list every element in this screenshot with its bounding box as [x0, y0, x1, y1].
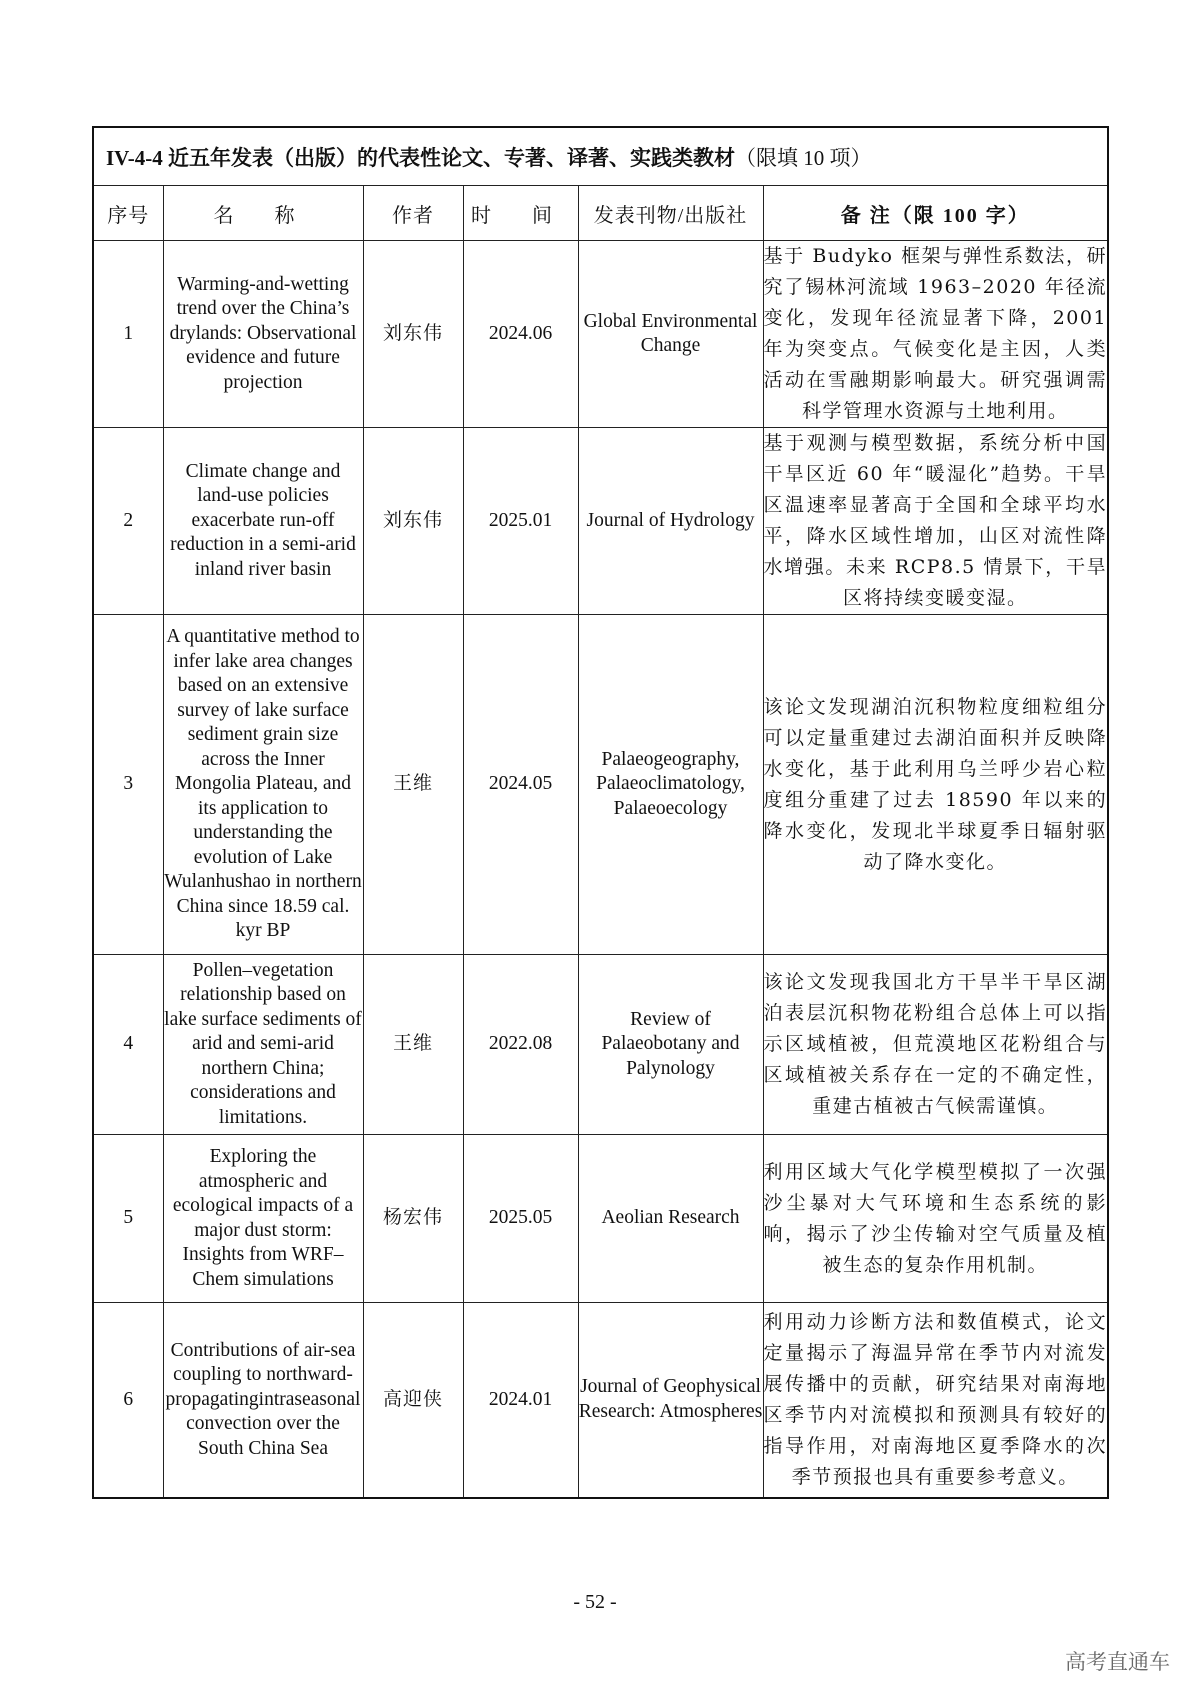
row-notes: 该论文发现湖泊沉积物粒度细粒组分可以定量重建过去湖泊面积并反映降水变化，基于此利用乌兰呼少岩心粒度组分重建了过去 18590 年以来的降水变化，发现北半球夏季日辐射驱动了降水变化。 — [763, 615, 1108, 955]
row-venue: Journal of Geophysical Research: Atmospheres — [578, 1303, 763, 1498]
header-author: 作者 — [363, 186, 463, 241]
row-venue: Review of Palaeobotany and Palynology — [578, 955, 763, 1135]
row-index: 6 — [93, 1303, 163, 1498]
row-index: 4 — [93, 955, 163, 1135]
table-row — [93, 241, 1108, 428]
section-limit-note: （限填 10 项） — [735, 145, 872, 170]
row-venue: Global Environmental Change — [578, 241, 763, 428]
row-venue: Palaeogeography, Palaeoclimatology, Palaeoecology — [578, 615, 763, 955]
header-notes: 备 注（限 100 字） — [763, 186, 1108, 241]
row-time: 2024.06 — [463, 241, 578, 428]
header-time: 时 间 — [463, 186, 578, 241]
row-paper-title: Exploring the atmospheric and ecological impacts of a major dust storm: Insights from WRF–Chem simulations — [163, 1135, 363, 1303]
header-index: 序号 — [93, 186, 163, 241]
row-notes: 基于 Budyko 框架与弹性系数法，研究了锡林河流域 1963–2020 年径流变化，发现年径流显著下降，2001 年为突变点。气候变化是主因，人类活动在雪融期影响最大。研究强调需科学管理水资源与土地利用。 — [763, 241, 1108, 428]
row-paper-title: Pollen–vegetation relationship based on lake surface sediments of arid and semi-arid northern China; considerations and limitations. — [163, 955, 363, 1135]
row-time: 2024.05 — [463, 615, 578, 955]
row-paper-title: Contributions of air-sea coupling to northward-propagatingintraseasonal convection over the South China Sea — [163, 1303, 363, 1498]
section-code: IV-4-4 — [106, 145, 163, 170]
row-time: 2022.08 — [463, 955, 578, 1135]
row-notes: 利用动力诊断方法和数值模式，论文定量揭示了海温异常在季节内对流发展传播中的贡献，研究结果对南海地区季节内对流模拟和预测具有较好的指导作用，对南海地区夏季降水的次季节预报也具有重要参考意义。 — [763, 1303, 1108, 1498]
row-paper-title: Climate change and land-use policies exacerbate run-off reduction in a semi-arid inland river basin — [163, 428, 363, 615]
header-venue: 发表刊物/出版社 — [578, 186, 763, 241]
watermark: 高考直通车 — [1065, 1650, 1170, 1674]
row-paper-title: A quantitative method to infer lake area changes based on an extensive survey of lake surface sediment grain size across the Inner Mongolia Plateau, and its application to understanding the evolution of Lake Wulanhushao in northern China since 18.59 cal. kyr BP — [163, 615, 363, 955]
row-author: 王维 — [363, 615, 463, 955]
row-notes: 基于观测与模型数据，系统分析中国干旱区近 60 年“暖湿化”趋势。干旱区温速率显著高于全国和全球平均水平，降水区域性增加，山区对流性降水增强。未来 RCP8.5 情景下，干旱区将持续变暖变湿。 — [763, 428, 1108, 615]
table-row — [93, 955, 1108, 1135]
row-index: 2 — [93, 428, 163, 615]
table-row — [93, 1303, 1108, 1498]
row-notes: 该论文发现我国北方干旱半干旱区湖泊表层沉积物花粉组合总体上可以指示区域植被，但荒漠地区花粉组合与区域植被关系存在一定的不确定性，重建古植被古气候需谨慎。 — [763, 955, 1108, 1135]
header-name: 名 称 — [163, 186, 363, 241]
row-index: 3 — [93, 615, 163, 955]
row-time: 2025.05 — [463, 1135, 578, 1303]
page-number: - 52 - — [573, 1591, 617, 1613]
row-venue: Aeolian Research — [578, 1135, 763, 1303]
row-index: 1 — [93, 241, 163, 428]
row-author: 刘东伟 — [363, 428, 463, 615]
row-index: 5 — [93, 1135, 163, 1303]
section-title: 近五年发表（出版）的代表性论文、专著、译著、实践类教材 — [168, 145, 736, 170]
row-time: 2024.01 — [463, 1303, 578, 1498]
row-author: 杨宏伟 — [363, 1135, 463, 1303]
row-notes: 利用区域大气化学模型模拟了一次强沙尘暴对大气环境和生态系统的影响，揭示了沙尘传输对空气质量及植被生态的复杂作用机制。 — [763, 1135, 1108, 1303]
header-row — [93, 186, 1108, 241]
row-author: 刘东伟 — [363, 241, 463, 428]
table-title — [93, 127, 1108, 186]
table-row — [93, 615, 1108, 955]
publications-table — [92, 126, 1109, 1499]
row-venue: Journal of Hydrology — [578, 428, 763, 615]
table-row — [93, 1135, 1108, 1303]
row-time: 2025.01 — [463, 428, 578, 615]
row-author: 高迎侠 — [363, 1303, 463, 1498]
table-row — [93, 428, 1108, 615]
row-author: 王维 — [363, 955, 463, 1135]
row-paper-title: Warming-and-wetting trend over the China’s drylands: Observational evidence and future projection — [163, 241, 363, 428]
